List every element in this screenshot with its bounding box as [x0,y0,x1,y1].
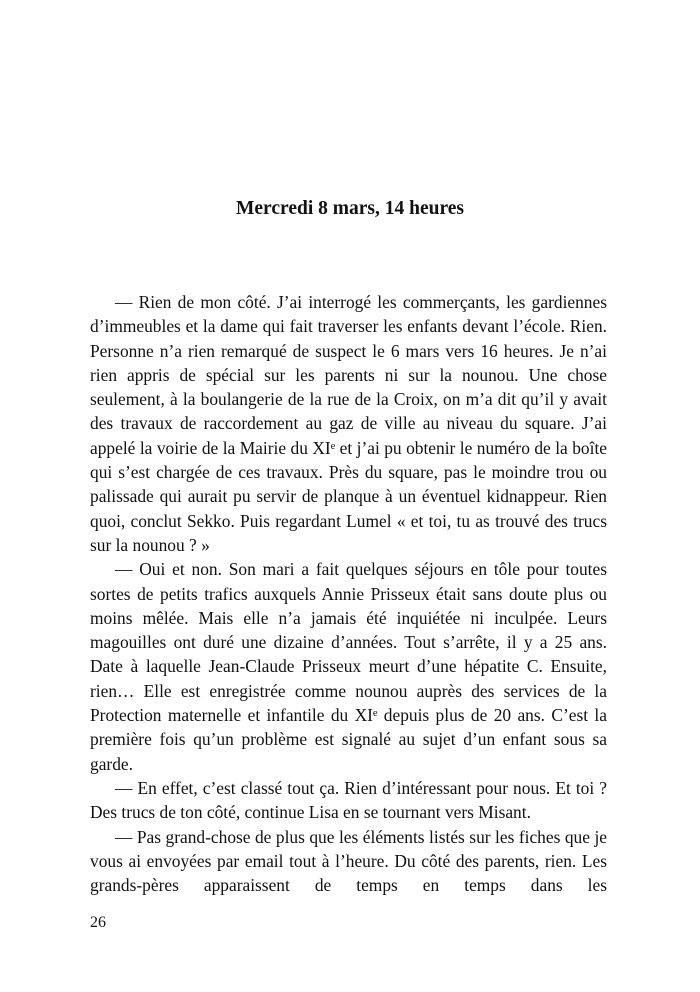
paragraph: — Rien de mon côté. J’ai interrogé les commerçants, les gardiennes d’immeubles et la dame qui fait traverser les enfants devant l’école. Rien. Personne n’a rien remarqué de suspect le 6 mars vers 16 heures. Je n’ai rien appris de spécial sur les parents ni sur la nounou. Une chose seulement, à la boulangerie de la rue de la Croix, on m’a dit qu’il y avait des travaux de raccordement au gaz de ville au niveau du square. J’ai appelé la voirie de la Mairie du XIᵉ et j’ai pu obtenir le numéro de la boîte qui s’est chargée de ces travaux. Près du square, pas le moindre trou ou palissade qui aurait pu servir de planque à un éventuel kidnappeur. Rien quoi, conclut Sekko. Puis regardant Lumel « et toi, tu as trouvé des trucs sur la nounou ? » [90,292,607,555]
chapter-title: Mercredi 8 mars, 14 heures [236,198,464,219]
page-number: 26 [90,914,106,931]
body-text [90,290,607,897]
paragraph: — En effet, c’est classé tout ça. Rien d’intéressant pour nous. Et toi ? Des trucs de ton côté, continue Lisa en se tournant vers Misant. [90,777,607,823]
paragraph: — Oui et non. Son mari a fait quelques séjours en tôle pour toutes sortes de petits trafics auxquels Annie Prisseux était sans doute plus ou moins mêlée. Mais elle n’a jamais été inquiétée ni inculpée. Leurs magouilles ont duré une dizaine d’années. Tout s’arrête, il y a 25 ans. Date à laquelle Jean-Claude Prisseux meurt d’une hépatite C. Ensuite, rien… Elle est enregistrée comme nounou auprès des services de la Protection maternelle et infantile du XIᵉ depuis plus de 20 ans. C’est la première fois qu’un problème est signalé au sujet d’un enfant sous sa garde. [90,559,607,774]
paragraph: — Pas grand-chose de plus que les éléments listés sur les fiches que je vous ai envoyées par email tout à l’heure. Du côté des parents, rien. Les grands-pères apparaissent de temps en temps dans les [90,826,607,896]
